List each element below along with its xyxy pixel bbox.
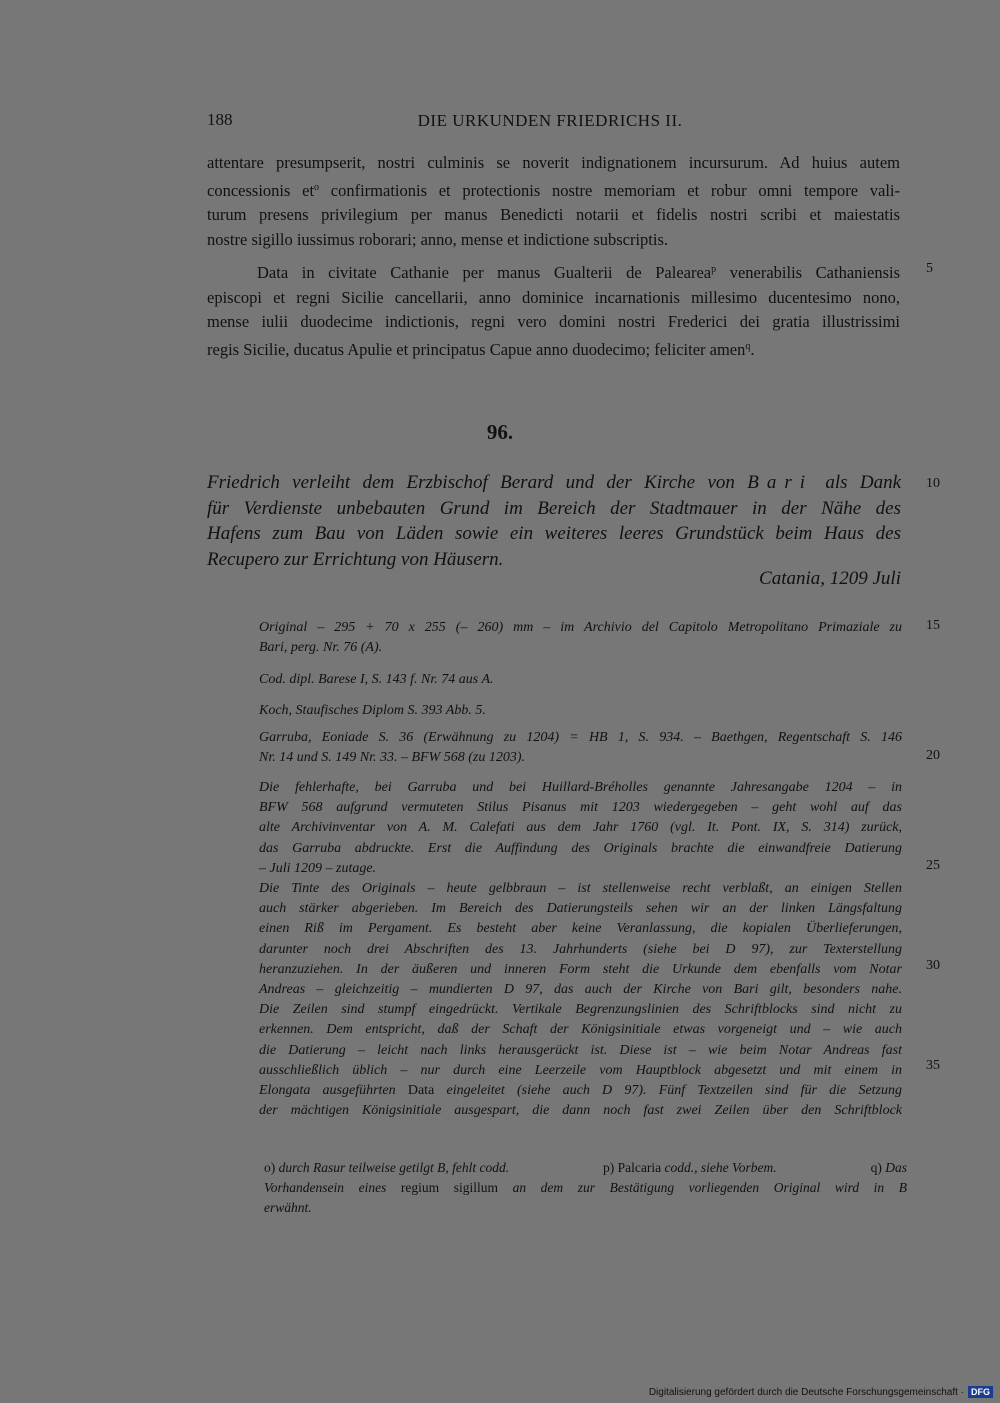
text-span: Data in civitate Cathanie per manus Gualterii de Palearea: [257, 263, 712, 282]
text-line: alte Archivinventar von A. M. Calefati aus dem Jahr 1760 (vgl. It. Pont. IX, S. 314) zurück,: [259, 820, 902, 836]
paragraph-1: [207, 151, 900, 252]
footnote-text: Palcaria: [614, 1160, 662, 1175]
footnote-mark-o: o: [314, 181, 320, 193]
text-line: mense iulii duodecime indictionis, regni vero domini nostri Frederici dei gratia illustrissimi: [207, 312, 900, 331]
text-span: als Dank: [813, 472, 902, 493]
literature-garruba: [259, 728, 902, 768]
tradition-original: [259, 618, 902, 658]
text-line: turum presens privilegium per manus Benedicti notarii et fidelis nostri scribi et maiestatis: [207, 205, 900, 224]
footnote-mark-p: p: [711, 264, 717, 275]
footnote-text: durch Rasur teilweise getilgt B, fehlt codd.: [275, 1160, 510, 1175]
text-line: Garruba, Eoniade S. 36 (Erwähnung zu 1204) = HB 1, S. 934. – Baethgen, Regentschaft S. 146: [259, 730, 902, 745]
text-line: Bari, perg. Nr. 76 (A).: [259, 640, 383, 656]
text-line: die Datierung – leicht nach links herausgerückt ist. Diese ist – wie beim Notar Andreas fast: [259, 1042, 902, 1058]
text-span: eingeleitet (siehe auch D 97). Fünf Textzeilen sind für die Setzung: [434, 1083, 902, 1099]
text-line: Die Tinte des Originals – heute gelbbraun – ist stellenweise recht verblaßt, an einigen Stellen: [259, 881, 902, 897]
footnote-label: o): [264, 1160, 276, 1175]
text-span: Friedrich verleiht dem Erzbischof Berard und der Kirche von: [207, 472, 748, 493]
text-line: erkennen. Dem entspricht, daß der Schaft der Königsinitiale etwas vorgeneigt und – wie auch: [259, 1022, 902, 1038]
footnote-text: codd., siehe Vorbem.: [661, 1160, 777, 1175]
margin-line-number: 30: [926, 958, 940, 973]
footnote-text: Das: [881, 1160, 907, 1175]
footnotes: [264, 1158, 907, 1219]
text-line: auch stärker abgerieben. Im Bereich des Datierungsteils sehen wir an der linken Längsfaltung: [259, 901, 902, 917]
text-line: episcopi et regni Sicilie cancellarii, anno dominice incarnationis millesimo ducentesimo nono,: [207, 287, 900, 307]
regest: [207, 470, 901, 572]
edition-koch: Koch, Staufisches Diplom S. 393 Abb. 5.: [259, 703, 486, 718]
margin-line-number: 15: [926, 618, 940, 633]
dating-clause: [207, 258, 900, 362]
text-span: venerabilis Cathaniensis: [716, 263, 900, 282]
text-line: heranzuziehen. In der äußeren und inneren Form steht die Urkunde dem ebenfalls vom Notar: [259, 961, 902, 977]
text-line: Die Zeilen sind stumpf eingedrückt. Vertikale Begrenzungslinien des Schriftblocks sind nicht zu: [259, 1002, 902, 1018]
spaced-place-name: Bari: [747, 472, 813, 493]
margin-line-number: 10: [926, 476, 940, 491]
text-line: ausschließlich üblich – nur durch eine Leerzeile vom Hauptblock abgesetzt und mit einem in: [259, 1062, 902, 1078]
footnote-label: p): [603, 1160, 615, 1175]
edition-cod: Cod. dipl. Barese I, S. 143 f. Nr. 74 aus A.: [259, 672, 494, 687]
footnote-mark-q: q: [745, 340, 751, 352]
footnote-text: erwähnt.: [264, 1200, 312, 1216]
commentary: [259, 778, 902, 1121]
place-date: Catania, 1209 Juli: [759, 568, 901, 589]
margin-line-number: 5: [926, 261, 933, 276]
text-line: das Garruba abdruckte. Erst die Auffindung des Originals brachte die einwandfreie Datierung: [259, 840, 902, 856]
text-line: BFW 568 aufgrund vermuteten Stilus Pisanus mit 1203 wiedergegeben – geht wohl auf das: [259, 800, 902, 816]
text-line: Die fehlerhafte, bei Garruba und bei Huillard-Bréholles genannte Jahresangabe 1204 – in: [259, 780, 902, 795]
text-line: Nr. 14 und S. 149 Nr. 33. – BFW 568 (zu 1203).: [259, 750, 526, 766]
text-line: Hafens zum Bau von Läden sowie ein weiteres leeres Grundstück beim Haus des: [207, 523, 901, 544]
text-line: der mächtigen Königsinitiale ausgespart, die dann noch fast zwei Zeilen über den Schriftblock: [259, 1103, 902, 1119]
footnote-text: an dem zur Bestätigung vorliegenden Original wird in B: [498, 1180, 907, 1196]
running-title: DIE URKUNDEN FRIEDRICHS II.: [417, 111, 683, 130]
text-span: .: [750, 339, 755, 359]
credit-text: Digitalisierung gefördert durch die Deutsche Forschungsgemeinschaft ·: [648, 1386, 964, 1398]
digitization-credit: [649, 1386, 993, 1398]
document-number: 96.: [486, 420, 514, 444]
text-line: nostre sigillo iussimus roborari; anno, mense et indictione subscriptis.: [207, 229, 669, 249]
text-line: Andreas – gleichzeitig – mundierten D 97, das auch der Kirche von Bari gilt, besonders nahe.: [259, 982, 902, 998]
text-span: regis Sicilie, ducatus Apulie et principatus Capue anno duodecimo; feliciter amen: [207, 339, 746, 359]
text-line: – Juli 1209 – zutage.: [259, 860, 377, 876]
dfg-logo: DFG: [968, 1386, 993, 1398]
text-line: attentare presumpserit, nostri culminis se noverit indignationem incursurum. Ad huius autem: [207, 153, 900, 172]
text-span: confirmationis et protectionis nostre memoriam et robur omni tempore vali-: [319, 180, 901, 200]
text-span-upright: Data: [407, 1083, 435, 1099]
footnote-label: q): [870, 1160, 882, 1175]
footnote-text: regium sigillum: [400, 1180, 498, 1196]
text-line: einen Riß im Pergament. Es besteht aber keine Veranlassung, die kopialen Überlieferungen,: [259, 921, 902, 937]
text-line: darunter noch drei Abschriften des 13. Jahrhunderts (siehe bei D 97), zur Texterstellung: [259, 941, 902, 957]
footnote-text: Vorhandensein eines: [264, 1180, 401, 1196]
margin-line-number: 20: [926, 748, 940, 763]
text-line: Original – 295 + 70 x 255 (– 260) mm – im Archivio del Capitolo Metropolitano Primaziale zu: [259, 620, 902, 635]
text-span: Elongata ausgeführten: [259, 1083, 408, 1099]
text-line: Recupero zur Errichtung von Häusern.: [207, 548, 504, 570]
text-line: für Verdienste unbebauten Grund im Bereich der Stadtmauer in der Nähe des: [207, 497, 901, 519]
margin-line-number: 25: [926, 858, 940, 873]
page-number: 188: [207, 110, 233, 129]
text-span: concessionis et: [207, 180, 315, 200]
margin-line-number: 35: [926, 1058, 940, 1073]
